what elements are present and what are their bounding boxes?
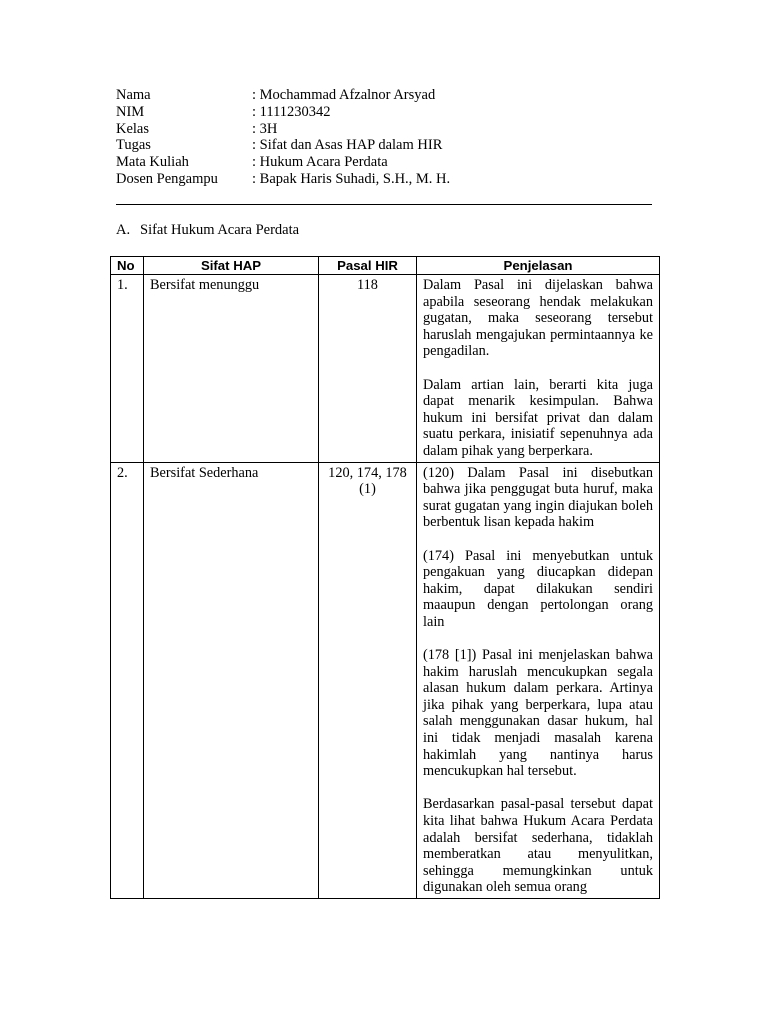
penjelasan-paragraph: Dalam Pasal ini dijelaskan bahwa apabila seseorang hendak melakukan gugatan, maka seseorang tersebut haruslah mengajukan permintaannya ke pengadilan.: [423, 277, 653, 360]
identity-value: : 3H: [252, 120, 278, 137]
identity-row-nama: [116, 87, 656, 104]
identity-label: Kelas: [116, 120, 150, 137]
penjelasan-paragraph: Dalam artian lain, berarti kita juga dapat menarik kesimpulan. Bahwa hukum ini bersifat privat dan dalam suatu perkara, inisiatif sepenuhnya ada dalam pihak yang berperkara.: [423, 376, 653, 459]
identity-value: : 1111230342: [252, 103, 331, 120]
penjelasan-paragraph: (120) Dalam Pasal ini disebutkan bahwa jika penggugat buta huruf, maka surat gugatan yang ingin diajukan boleh berbentuk lisan kepada hakim: [423, 464, 653, 531]
identity-label: NIM: [116, 103, 145, 120]
identity-row-tugas: [116, 137, 656, 154]
penjelasan-paragraph: (178 [1]) Pasal ini menjelaskan bahwa hakim haruslah mencukupkan segala alasan hukum dalam perkara. Artinya jika pihak yang berperkara, lupa atau salah menggunakan dasar hukum, hal ini tidak menjadi masalah karena hakimlah yang nantinya harus mencukupkan hal tersebut.: [423, 647, 653, 780]
header-sifat-hap: Sifat HAP: [144, 257, 319, 275]
identity-label: Dosen Pengampu: [116, 170, 218, 187]
identity-row-mata-kuliah: [116, 154, 656, 171]
identity-value: : Sifat dan Asas HAP dalam HIR: [252, 137, 443, 154]
header-pasal-hir: Pasal HIR: [319, 257, 417, 275]
header-no: No: [111, 257, 144, 275]
row-number: 2.: [111, 462, 144, 898]
identity-label: Mata Kuliah: [116, 154, 189, 171]
header-penjelasan: Penjelasan: [417, 257, 660, 275]
row-number: 1.: [111, 275, 144, 463]
identity-value: : Bapak Haris Suhadi, S.H., M. H.: [252, 170, 451, 187]
sifat-hap-table: [110, 256, 660, 899]
row-sifat: Bersifat menunggu: [144, 275, 319, 463]
section-heading: [116, 222, 299, 239]
identity-value: : Mochammad Afzalnor Arsyad: [252, 87, 436, 103]
identity-row-kelas: [116, 121, 656, 138]
identity-value: : Hukum Acara Perdata: [252, 154, 388, 171]
identity-row-nim: [116, 104, 656, 121]
identity-label: Tugas: [116, 137, 151, 154]
horizontal-divider: [116, 204, 652, 205]
table-row: [111, 462, 660, 898]
penjelasan-paragraph: (174) Pasal ini menyebutkan untuk pengakuan yang diucapkan didepan hakim, dapat dilakukan sendiri maaupun dengan pertolongan orang lain: [423, 547, 653, 630]
identity-block: [116, 87, 656, 188]
row-penjelasan: [417, 462, 660, 898]
table-row: [111, 275, 660, 463]
identity-row-dosen: [116, 171, 656, 188]
section-letter: A.: [116, 222, 131, 238]
row-sifat: Bersifat Sederhana: [144, 462, 319, 898]
section-title: Sifat Hukum Acara Perdata: [140, 222, 300, 238]
row-pasal: 120, 174, 178 (1): [319, 462, 417, 898]
penjelasan-paragraph: Berdasarkan pasal-pasal tersebut dapat kita lihat bahwa Hukum Acara Perdata adalah bersifat sederhana, tidaklah memberatkan atau menyulitkan, sehingga memungkinkan untuk digunakan oleh semua orang: [423, 796, 653, 896]
row-pasal: 118: [319, 275, 417, 463]
row-penjelasan: [417, 275, 660, 463]
identity-label: Nama: [116, 87, 151, 103]
table-header-row: [111, 257, 660, 275]
